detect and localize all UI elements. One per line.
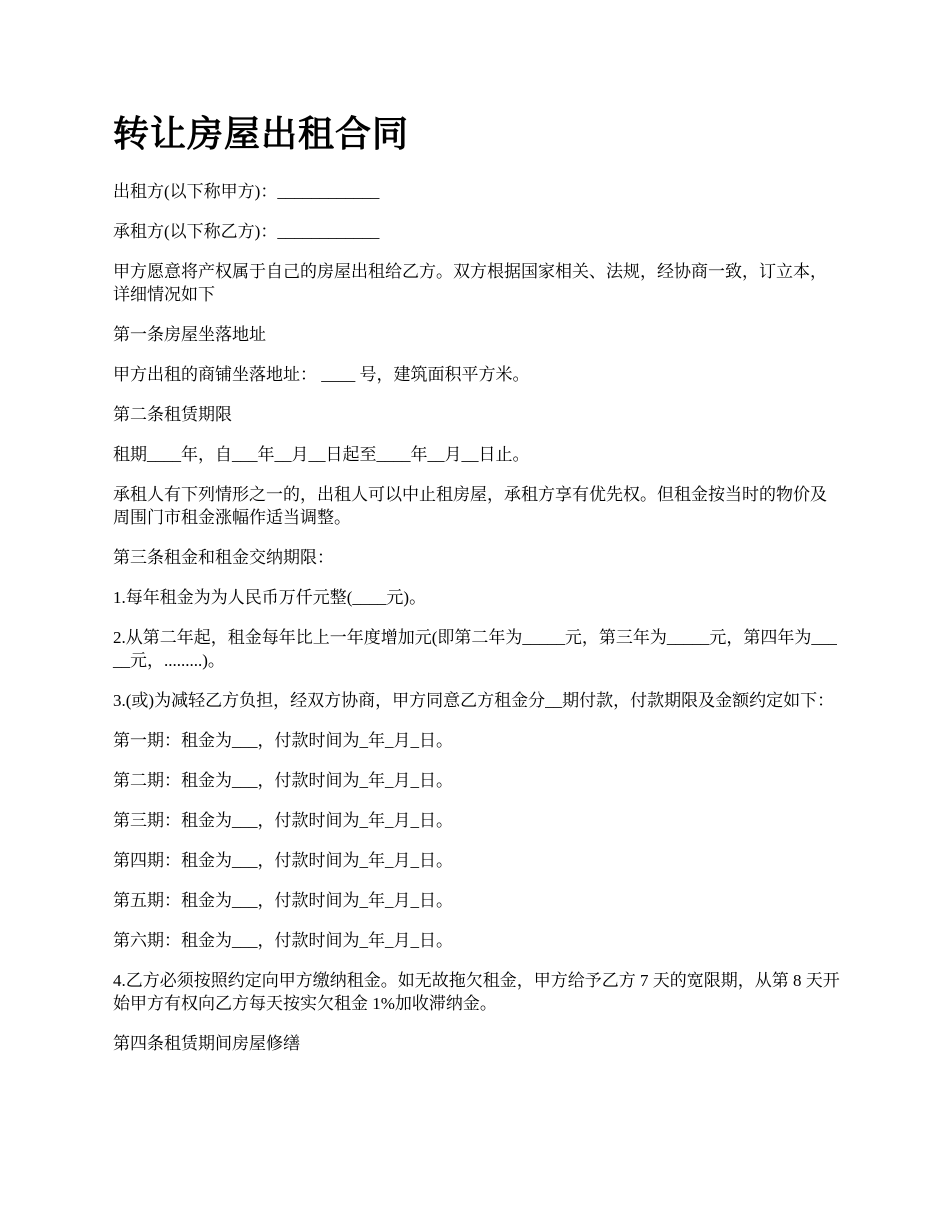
installment-3: 第三期：租金为___，付款时间为_年_月_日。 (113, 811, 453, 830)
document-page (113, 112, 843, 1072)
article-1-heading: 第一条房屋坐落地址 (113, 325, 266, 344)
preamble-paragraph: 甲方愿意将产权属于自己的房屋出租给乙方。双方根据国家相关、法规，经协商一致，订立本，详细情况如下 (113, 262, 827, 304)
installment-5: 第五期：租金为___，付款时间为_年_月_日。 (113, 891, 453, 910)
rent-clause-1: 1.每年租金为为人民币万仟元整(____元)。 (113, 588, 427, 607)
rent-clause-4: 4.乙方必须按照约定向甲方缴纳租金。如无故拖欠租金，甲方给予乙方 7 天的宽限期，从第 8 天开始甲方有权向乙方每天按实欠租金 1%加收滞纳金。 (113, 971, 840, 1013)
lessee-line: 承租方(以下称乙方)：____________ (113, 222, 380, 241)
document-title: 转让房屋出租合同 (113, 114, 410, 155)
rent-clause-3: 3.(或)为减轻乙方负担，经双方协商，甲方同意乙方租金分__期付款，付款期限及金额约定如下： (113, 691, 835, 710)
installment-6: 第六期：租金为___，付款时间为_年_月_日。 (113, 931, 453, 950)
lease-term-paragraph: 租期____年，自___年__月__日起至____年__月__日止。 (113, 445, 530, 464)
installment-2: 第二期：租金为___，付款时间为_年_月_日。 (113, 771, 453, 790)
termination-paragraph: 承租人有下列情形之一的，出租人可以中止租房屋，承租方享有优先权。但租金按当时的物价及周围门市租金涨幅作适当调整。 (113, 485, 827, 527)
rent-clause-2: 2.从第二年起，租金每年比上一年度增加元(即第二年为_____元，第三年为_____元，第四年为_____元，.........)。 (113, 628, 837, 670)
installment-4: 第四期：租金为___，付款时间为_年_月_日。 (113, 851, 453, 870)
article-2-heading: 第二条租赁期限 (113, 405, 232, 424)
article-4-heading: 第四条租赁期间房屋修缮 (113, 1034, 300, 1053)
installment-1: 第一期：租金为___，付款时间为_年_月_日。 (113, 731, 453, 750)
article-3-heading: 第三条租金和租金交纳期限： (113, 548, 334, 567)
lessor-line: 出租方(以下称甲方)：____________ (113, 182, 380, 201)
address-paragraph: 甲方出租的商铺坐落地址： ____ 号，建筑面积平方米。 (113, 365, 530, 384)
